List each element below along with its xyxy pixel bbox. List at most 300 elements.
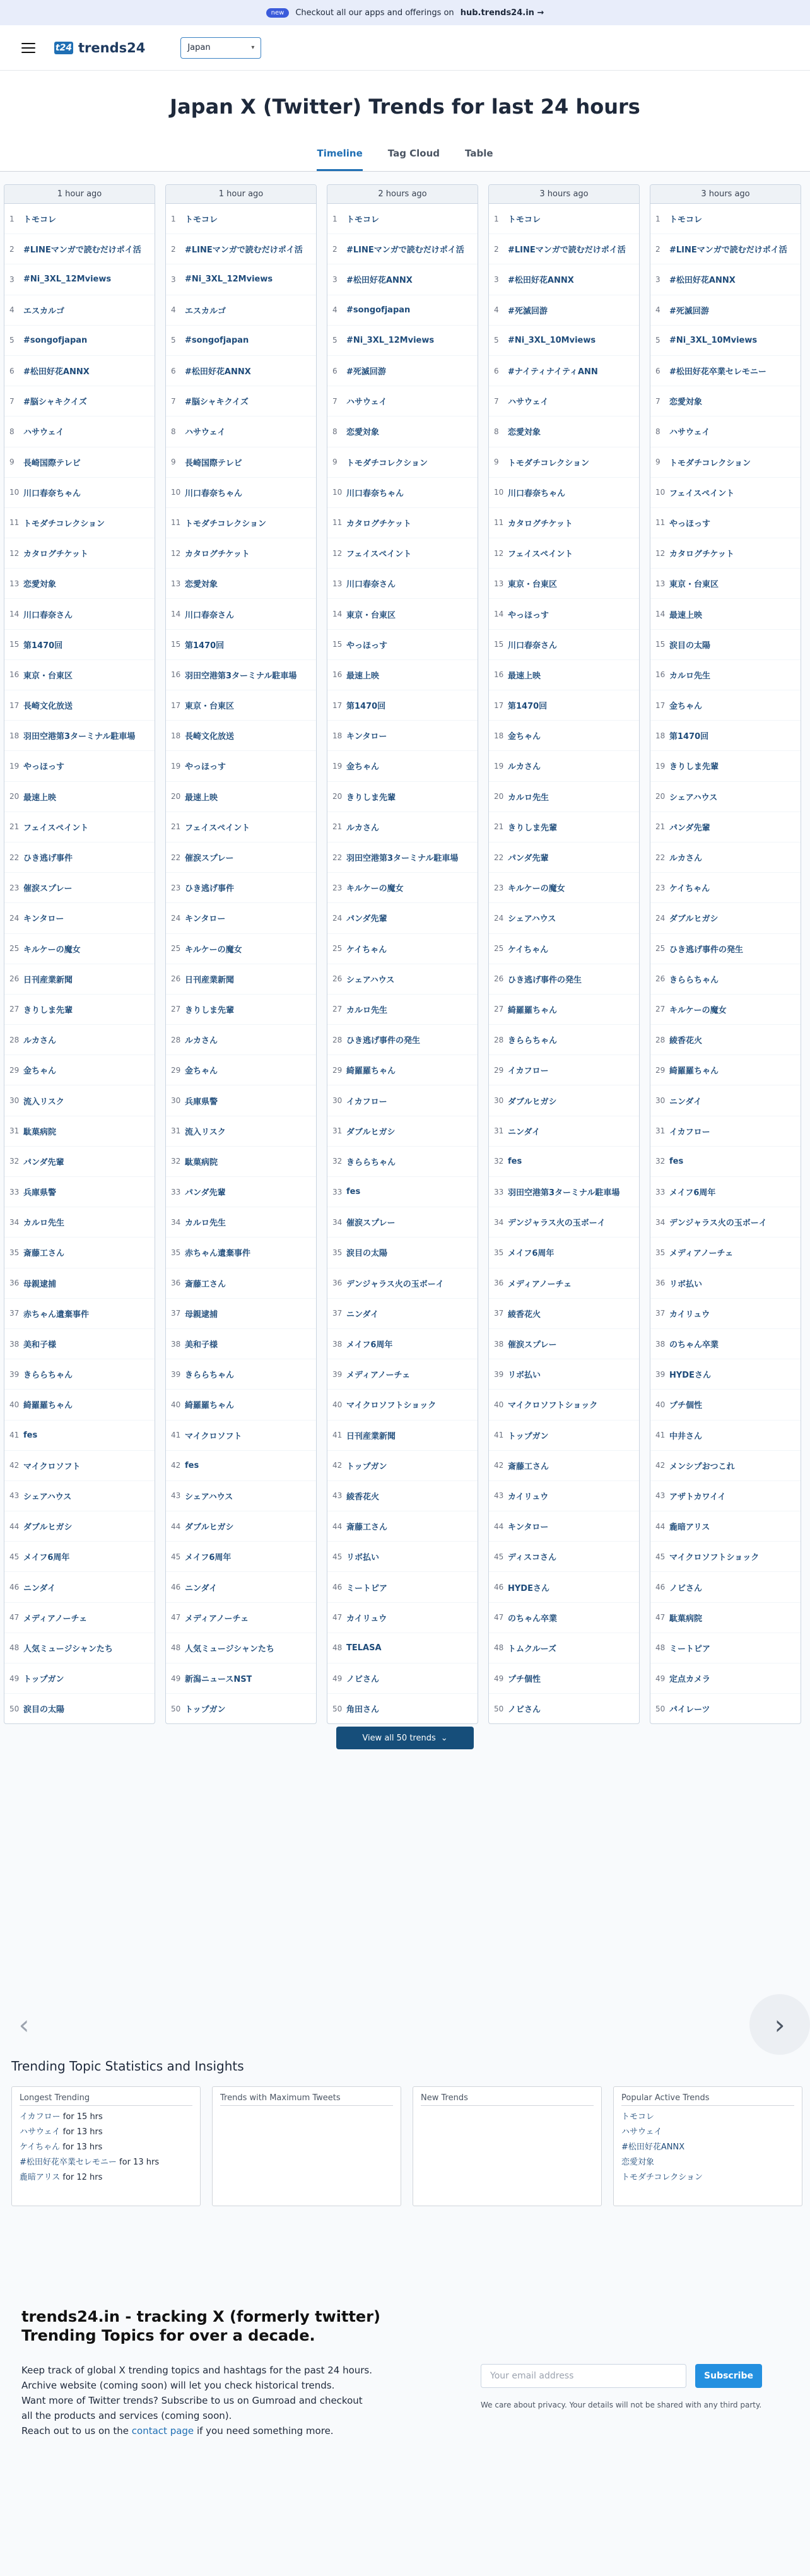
view-all-button[interactable] (336, 1727, 474, 1749)
trend-link[interactable]: ひき逃げ事件 (23, 854, 73, 864)
stats-trend-link[interactable]: 恋愛対象 (621, 2158, 655, 2167)
trend-link[interactable]: 東京・台東区 (185, 702, 235, 712)
trend-row[interactable] (166, 417, 316, 447)
trend-row[interactable] (489, 903, 639, 933)
trend-row[interactable] (166, 1147, 316, 1177)
trend-row[interactable] (166, 264, 316, 295)
trend-row[interactable] (166, 295, 316, 326)
trend-row[interactable] (489, 1663, 639, 1694)
trend-link[interactable]: メディアノーチェ (185, 1614, 249, 1624)
trend-row[interactable] (489, 751, 639, 781)
trend-row[interactable] (489, 995, 639, 1025)
trend-link[interactable]: #松田好花ANNX (669, 276, 736, 286)
trend-row[interactable] (327, 903, 478, 933)
trend-row[interactable] (166, 234, 316, 264)
trend-link[interactable]: メイフ6周年 (669, 1188, 716, 1198)
trend-row[interactable] (327, 295, 478, 326)
trend-row[interactable] (650, 660, 801, 690)
trend-row[interactable] (166, 1329, 316, 1359)
trend-row[interactable] (650, 508, 801, 538)
trend-row[interactable] (4, 1421, 155, 1451)
trend-link[interactable]: 川口春奈ちゃん (23, 488, 81, 499)
logo-mark[interactable]: t24 (55, 42, 73, 53)
trend-link[interactable]: キルケーの魔女 (185, 945, 242, 955)
trend-link[interactable]: トップガン (508, 1431, 549, 1441)
trend-row[interactable] (4, 964, 155, 995)
trend-link[interactable]: シェアハウス (508, 914, 556, 925)
trend-row[interactable] (166, 751, 316, 781)
trend-row[interactable] (650, 478, 801, 508)
trend-row[interactable] (489, 478, 639, 508)
trend-link[interactable]: 川口春奈さん (508, 641, 558, 651)
trend-link[interactable]: #死滅回游 (508, 306, 548, 316)
trend-link[interactable]: 最速上映 (185, 793, 218, 803)
trend-row[interactable] (650, 1299, 801, 1329)
trend-row[interactable] (166, 356, 316, 386)
trend-link[interactable]: カルロ先生 (346, 1005, 388, 1015)
trend-row[interactable] (650, 326, 801, 356)
trend-link[interactable]: トモダチコレクション (669, 458, 751, 468)
trend-row[interactable] (489, 1177, 639, 1207)
trend-link[interactable]: 駄菓病院 (23, 1127, 57, 1137)
trend-row[interactable] (4, 1085, 155, 1116)
trend-row[interactable] (4, 1268, 155, 1299)
trend-link[interactable]: メディアノーチェ (669, 1249, 734, 1259)
trend-link[interactable]: トモコレ (508, 215, 541, 225)
trend-row[interactable] (650, 1268, 801, 1299)
trend-link[interactable]: ひき逃げ事件の発生 (508, 975, 582, 985)
trend-link[interactable]: メイフ6周年 (346, 1340, 393, 1350)
trend-link[interactable]: リボ払い (346, 1553, 380, 1563)
trend-row[interactable] (650, 538, 801, 569)
trend-link[interactable]: 斎藤工さん (346, 1523, 388, 1533)
trend-row[interactable] (327, 1238, 478, 1268)
trend-row[interactable] (650, 1694, 801, 1724)
trend-link[interactable]: 最速上映 (23, 793, 57, 803)
trend-link[interactable]: ニンダイ (23, 1583, 56, 1593)
trend-row[interactable] (4, 842, 155, 873)
trend-row[interactable] (166, 1603, 316, 1633)
trend-link[interactable]: メディアノーチェ (23, 1614, 88, 1624)
trend-row[interactable] (327, 873, 478, 903)
trend-row[interactable] (489, 842, 639, 873)
trend-link[interactable]: 催涙スプレー (508, 1340, 557, 1350)
trend-link[interactable]: メイフ6周年 (185, 1553, 232, 1563)
trend-link[interactable]: 第1470回 (23, 641, 63, 651)
trend-link[interactable]: ルカさん (508, 762, 541, 772)
trend-link[interactable]: カルロ先生 (508, 793, 549, 803)
trend-link[interactable]: #死滅回游 (669, 306, 709, 316)
trend-link[interactable]: きららちゃん (346, 1157, 396, 1167)
trend-row[interactable] (327, 1663, 478, 1694)
trend-link[interactable]: ハサウェイ (346, 398, 387, 408)
trend-row[interactable] (4, 1390, 155, 1420)
trend-link[interactable]: パイレーツ (669, 1705, 710, 1715)
trend-row[interactable] (166, 842, 316, 873)
trend-link[interactable]: カルロ先生 (669, 671, 711, 681)
trend-link[interactable]: デンジャラス火の玉ボーイ (346, 1279, 444, 1289)
trend-row[interactable] (489, 721, 639, 751)
trend-link[interactable]: カタログチケット (185, 550, 250, 560)
trend-link[interactable]: #LINEマンガで読むだけポイ活 (23, 245, 141, 256)
trend-link[interactable]: ハサウェイ (23, 428, 64, 438)
trend-link[interactable]: ノビさん (669, 1583, 703, 1593)
trend-link[interactable]: 羽田空港第3ターミナル駐車場 (508, 1188, 620, 1198)
trend-link[interactable]: #脳シャキクイズ (23, 398, 87, 408)
trend-link[interactable]: シェアハウス (346, 975, 395, 985)
stats-trend-link[interactable]: #松田好花ANNX (621, 2142, 685, 2152)
trend-row[interactable] (4, 1207, 155, 1238)
trend-link[interactable]: パンダ先輩 (346, 914, 387, 925)
trend-row[interactable] (166, 660, 316, 690)
trend-link[interactable]: 兵庫県警 (23, 1188, 57, 1198)
announcement-banner[interactable] (0, 0, 810, 25)
trend-row[interactable] (327, 630, 478, 660)
trend-row[interactable] (327, 1421, 478, 1451)
trend-row[interactable] (489, 1147, 639, 1177)
trend-link[interactable]: キルケーの魔女 (669, 1005, 727, 1015)
trend-row[interactable] (4, 1603, 155, 1633)
trend-row[interactable] (650, 1177, 801, 1207)
trend-row[interactable] (650, 995, 801, 1025)
trend-link[interactable]: TELASA (346, 1643, 382, 1653)
trend-link[interactable]: トモダチコレクション (185, 519, 266, 529)
trend-link[interactable]: #Ni_3XL_10Mviews (669, 335, 758, 345)
trend-link[interactable]: 日刊産業新聞 (185, 975, 235, 985)
trend-link[interactable]: プチ個性 (508, 1675, 541, 1685)
trend-row[interactable] (4, 447, 155, 478)
trend-link[interactable]: 母親逮捕 (23, 1279, 57, 1289)
trend-link[interactable]: メディアノーチェ (508, 1279, 572, 1289)
trend-row[interactable] (166, 1085, 316, 1116)
trend-link[interactable]: 涙目の太陽 (669, 641, 711, 651)
trend-row[interactable] (166, 1694, 316, 1724)
trend-link[interactable]: シェアハウス (669, 793, 718, 803)
trend-link[interactable]: 金ちゃん (23, 1066, 57, 1077)
trend-link[interactable]: フェイスペイント (23, 823, 89, 833)
trend-row[interactable] (489, 508, 639, 538)
trend-row[interactable] (166, 1390, 316, 1420)
trend-row[interactable] (489, 1633, 639, 1663)
trend-link[interactable]: ケイちゃん (508, 945, 549, 955)
trend-row[interactable] (166, 630, 316, 660)
trend-link[interactable]: フェイスペイント (185, 823, 250, 833)
trend-link[interactable]: フェイスペイント (669, 488, 735, 499)
trend-link[interactable]: 恋愛対象 (23, 580, 57, 590)
trend-row[interactable] (650, 690, 801, 721)
trend-link[interactable]: ミートピア (346, 1583, 388, 1593)
trend-row[interactable] (327, 234, 478, 264)
trend-link[interactable]: 金ちゃん (669, 702, 703, 712)
banner-link[interactable]: hub.trends24.in → (460, 8, 544, 18)
trend-link[interactable]: パンダ先輩 (185, 1188, 226, 1198)
trend-row[interactable] (4, 1542, 155, 1572)
trend-row[interactable] (489, 1451, 639, 1481)
trend-link[interactable]: カタログチケット (669, 550, 734, 560)
trend-row[interactable] (166, 1421, 316, 1451)
trend-link[interactable]: 日刊産業新聞 (346, 1431, 396, 1441)
trend-row[interactable] (166, 964, 316, 995)
trend-row[interactable] (327, 264, 478, 295)
trend-row[interactable] (327, 1481, 478, 1511)
trend-link[interactable]: ダブルヒガシ (185, 1523, 234, 1533)
tab-tag-cloud[interactable]: Tag Cloud (387, 148, 440, 159)
trend-row[interactable] (650, 751, 801, 781)
trend-link[interactable]: 綾香花火 (346, 1492, 380, 1502)
trend-row[interactable] (4, 1694, 155, 1724)
trend-link[interactable]: シェアハウス (23, 1492, 72, 1502)
trend-row[interactable] (327, 386, 478, 417)
trend-link[interactable]: イカフロー (508, 1066, 549, 1077)
trend-row[interactable] (327, 1633, 478, 1663)
trend-row[interactable] (650, 234, 801, 264)
trend-row[interactable] (4, 1451, 155, 1481)
trend-link[interactable]: 金ちゃん (508, 732, 541, 742)
trend-link[interactable]: トモコレ (185, 215, 218, 225)
trend-link[interactable]: きりしま先輩 (346, 793, 396, 803)
trend-link[interactable]: 羽田空港第3ターミナル駐車場 (23, 732, 136, 742)
trend-row[interactable] (650, 964, 801, 995)
trend-link[interactable]: プチ個性 (669, 1401, 703, 1411)
trend-row[interactable] (166, 1268, 316, 1299)
trend-row[interactable] (650, 721, 801, 751)
trend-row[interactable] (650, 1147, 801, 1177)
trend-row[interactable] (489, 326, 639, 356)
trend-link[interactable]: 川口春奈ちゃん (508, 488, 566, 499)
trend-row[interactable] (327, 1572, 478, 1602)
trend-link[interactable]: ノビさん (508, 1705, 541, 1715)
trend-link[interactable]: トモダチコレクション (346, 458, 428, 468)
trend-link[interactable]: 美和子様 (23, 1340, 57, 1350)
trend-link[interactable]: #LINEマンガで読むだけポイ活 (346, 245, 464, 256)
subscribe-button[interactable]: Subscribe (695, 2364, 762, 2388)
trend-row[interactable] (650, 356, 801, 386)
trend-row[interactable] (166, 903, 316, 933)
trend-link[interactable]: ニンダイ (508, 1127, 541, 1137)
trend-row[interactable] (650, 447, 801, 478)
trend-row[interactable] (327, 1116, 478, 1147)
trend-link[interactable]: ひき逃げ事件 (185, 884, 235, 894)
trend-row[interactable] (327, 660, 478, 690)
trend-row[interactable] (327, 812, 478, 842)
trend-link[interactable]: #死滅回游 (346, 367, 386, 377)
trend-link[interactable]: リボ払い (508, 1371, 541, 1381)
trend-link[interactable]: やっほっす (508, 610, 549, 620)
trend-link[interactable]: フェイスペイント (508, 550, 573, 560)
trend-link[interactable]: ハサウェイ (185, 428, 226, 438)
trend-row[interactable] (650, 1451, 801, 1481)
trend-link[interactable]: ルカさん (346, 823, 380, 833)
trend-link[interactable]: ひき逃げ事件の発生 (669, 945, 744, 955)
trend-link[interactable]: 日刊産業新聞 (23, 975, 73, 985)
trend-row[interactable] (489, 599, 639, 629)
trend-link[interactable]: キルケーの魔女 (23, 945, 81, 955)
trend-row[interactable] (4, 812, 155, 842)
trend-row[interactable] (327, 934, 478, 964)
trend-link[interactable]: パンダ先輩 (669, 823, 710, 833)
trend-link[interactable]: やっほっす (346, 641, 388, 651)
trend-link[interactable]: ニンダイ (669, 1097, 702, 1107)
country-select[interactable] (180, 37, 261, 59)
trend-row[interactable] (489, 538, 639, 569)
trend-row[interactable] (489, 1116, 639, 1147)
trend-row[interactable] (4, 903, 155, 933)
trend-link[interactable]: メイフ6周年 (508, 1249, 555, 1259)
trend-link[interactable]: 川口春奈さん (185, 610, 235, 620)
trend-link[interactable]: 綾香花火 (669, 1036, 703, 1046)
trend-link[interactable]: 羽田空港第3ターミナル駐車場 (346, 854, 459, 864)
trend-row[interactable] (327, 1268, 478, 1299)
trend-row[interactable] (489, 1603, 639, 1633)
tab-table[interactable]: Table (465, 148, 493, 159)
trend-link[interactable]: トップガン (346, 1462, 387, 1472)
trend-row[interactable] (327, 1359, 478, 1390)
trend-link[interactable]: リボ払い (669, 1279, 703, 1289)
trend-link[interactable]: トモダチコレクション (508, 458, 589, 468)
trend-row[interactable] (327, 964, 478, 995)
trend-link[interactable]: fes (23, 1430, 38, 1440)
trend-link[interactable]: のちゃん卒業 (669, 1340, 719, 1350)
trend-row[interactable] (4, 721, 155, 751)
trend-link[interactable]: きららちゃん (185, 1371, 235, 1381)
trend-row[interactable] (650, 1116, 801, 1147)
trend-link[interactable]: 東京・台東区 (508, 580, 558, 590)
trend-row[interactable] (489, 1055, 639, 1085)
trend-link[interactable]: 斎藤工さん (185, 1279, 226, 1289)
trend-link[interactable]: ひき逃げ事件の発生 (346, 1036, 421, 1046)
trend-row[interactable] (489, 1025, 639, 1055)
trend-link[interactable]: ケイちゃん (346, 945, 387, 955)
trend-link[interactable]: 催涙スプレー (346, 1219, 396, 1229)
trend-link[interactable]: メンシプおつこれ (669, 1462, 735, 1472)
trend-row[interactable] (4, 326, 155, 356)
trend-row[interactable] (327, 1207, 478, 1238)
trend-link[interactable]: 麁暗アリス (669, 1523, 710, 1533)
trend-link[interactable]: 金ちゃん (346, 762, 380, 772)
trend-link[interactable]: 涙目の太陽 (346, 1249, 388, 1259)
trend-link[interactable]: 綺羅羅ちゃん (669, 1066, 719, 1077)
trend-row[interactable] (4, 1299, 155, 1329)
trend-link[interactable]: きららちゃん (669, 975, 719, 985)
hamburger-icon[interactable] (21, 43, 35, 53)
logo-text[interactable]: trends24 (78, 40, 146, 56)
trend-link[interactable]: ルカさん (669, 854, 703, 864)
trend-row[interactable] (4, 478, 155, 508)
trend-row[interactable] (650, 204, 801, 234)
trend-link[interactable]: fes (669, 1156, 684, 1166)
trend-link[interactable]: #Ni_3XL_12Mviews (23, 275, 112, 285)
trend-link[interactable]: #LINEマンガで読むだけポイ活 (669, 245, 787, 256)
trend-row[interactable] (327, 1085, 478, 1116)
trend-row[interactable] (4, 1663, 155, 1694)
trend-link[interactable]: fes (508, 1156, 522, 1166)
trend-row[interactable] (166, 1633, 316, 1663)
trend-row[interactable] (650, 934, 801, 964)
stats-trend-link[interactable]: トモコレ (621, 2112, 655, 2122)
trend-link[interactable]: ノビさん (346, 1675, 380, 1685)
trend-link[interactable]: 東京・台東区 (23, 671, 73, 681)
trend-link[interactable]: イカフロー (669, 1127, 710, 1137)
trend-row[interactable] (650, 812, 801, 842)
trend-row[interactable] (166, 508, 316, 538)
trend-row[interactable] (327, 1055, 478, 1085)
trend-link[interactable]: 涙目の太陽 (23, 1705, 65, 1715)
trend-row[interactable] (4, 995, 155, 1025)
trend-row[interactable] (327, 1299, 478, 1329)
trend-row[interactable] (650, 1025, 801, 1055)
trend-link[interactable]: #songofjapan (185, 335, 249, 345)
trend-row[interactable] (489, 356, 639, 386)
trend-row[interactable] (166, 1511, 316, 1542)
trend-link[interactable]: ケイちゃん (669, 884, 710, 894)
trend-link[interactable]: 駄菓病院 (669, 1614, 703, 1624)
trend-row[interactable] (4, 599, 155, 629)
trend-row[interactable] (4, 386, 155, 417)
trend-row[interactable] (327, 599, 478, 629)
trend-link[interactable]: 第1470回 (346, 702, 386, 712)
trend-link[interactable]: 綺羅羅ちゃん (185, 1401, 235, 1411)
trend-row[interactable] (650, 1511, 801, 1542)
trend-row[interactable] (650, 1055, 801, 1085)
trend-link[interactable]: デンジャラス火の玉ボーイ (669, 1219, 767, 1229)
trend-link[interactable]: 川口春奈ちゃん (346, 488, 404, 499)
trend-row[interactable] (650, 1603, 801, 1633)
trend-link[interactable]: 第1470回 (185, 641, 225, 651)
trend-row[interactable] (166, 721, 316, 751)
trend-link[interactable]: 長崎国際テレビ (23, 458, 81, 468)
trend-row[interactable] (4, 1572, 155, 1602)
trend-row[interactable] (166, 1359, 316, 1390)
trend-row[interactable] (489, 1329, 639, 1359)
trend-link[interactable]: 恋愛対象 (669, 398, 703, 408)
trend-link[interactable]: 中井さん (669, 1431, 703, 1441)
trend-link[interactable]: カタログチケット (508, 519, 573, 529)
stats-trend-link[interactable]: ケイちゃん (20, 2142, 61, 2152)
trend-link[interactable]: 最速上映 (508, 671, 541, 681)
trend-row[interactable] (166, 1177, 316, 1207)
stats-trend-link[interactable]: イカフロー (20, 2112, 61, 2122)
trend-row[interactable] (650, 1390, 801, 1420)
trend-row[interactable] (327, 447, 478, 478)
trend-link[interactable]: カタログチケット (23, 550, 88, 560)
trend-link[interactable]: カイリュウ (669, 1309, 710, 1320)
trend-link[interactable]: 催涙スプレー (185, 854, 234, 864)
trend-row[interactable] (650, 1481, 801, 1511)
trend-link[interactable]: ディスコさん (508, 1553, 556, 1563)
trend-link[interactable]: 定点カメラ (669, 1675, 711, 1685)
trend-row[interactable] (489, 447, 639, 478)
trend-row[interactable] (4, 1025, 155, 1055)
contact-link[interactable]: contact page (131, 2425, 194, 2437)
trend-link[interactable]: 恋愛対象 (346, 428, 380, 438)
trend-row[interactable] (327, 751, 478, 781)
trend-row[interactable] (166, 599, 316, 629)
trend-link[interactable]: ハサウェイ (669, 428, 710, 438)
trend-row[interactable] (489, 1694, 639, 1724)
trend-row[interactable] (489, 1421, 639, 1451)
trend-link[interactable]: 第1470回 (669, 732, 709, 742)
trend-link[interactable]: 長崎文化放送 (185, 732, 235, 742)
trend-row[interactable] (650, 1421, 801, 1451)
trend-row[interactable] (650, 630, 801, 660)
trend-row[interactable] (327, 842, 478, 873)
trend-link[interactable]: #Ni_3XL_12Mviews (346, 335, 435, 345)
trend-row[interactable] (489, 782, 639, 812)
trend-row[interactable] (4, 538, 155, 569)
trend-link[interactable]: fes (346, 1187, 361, 1197)
trend-link[interactable]: パンダ先輩 (23, 1157, 64, 1167)
trend-row[interactable] (650, 264, 801, 295)
